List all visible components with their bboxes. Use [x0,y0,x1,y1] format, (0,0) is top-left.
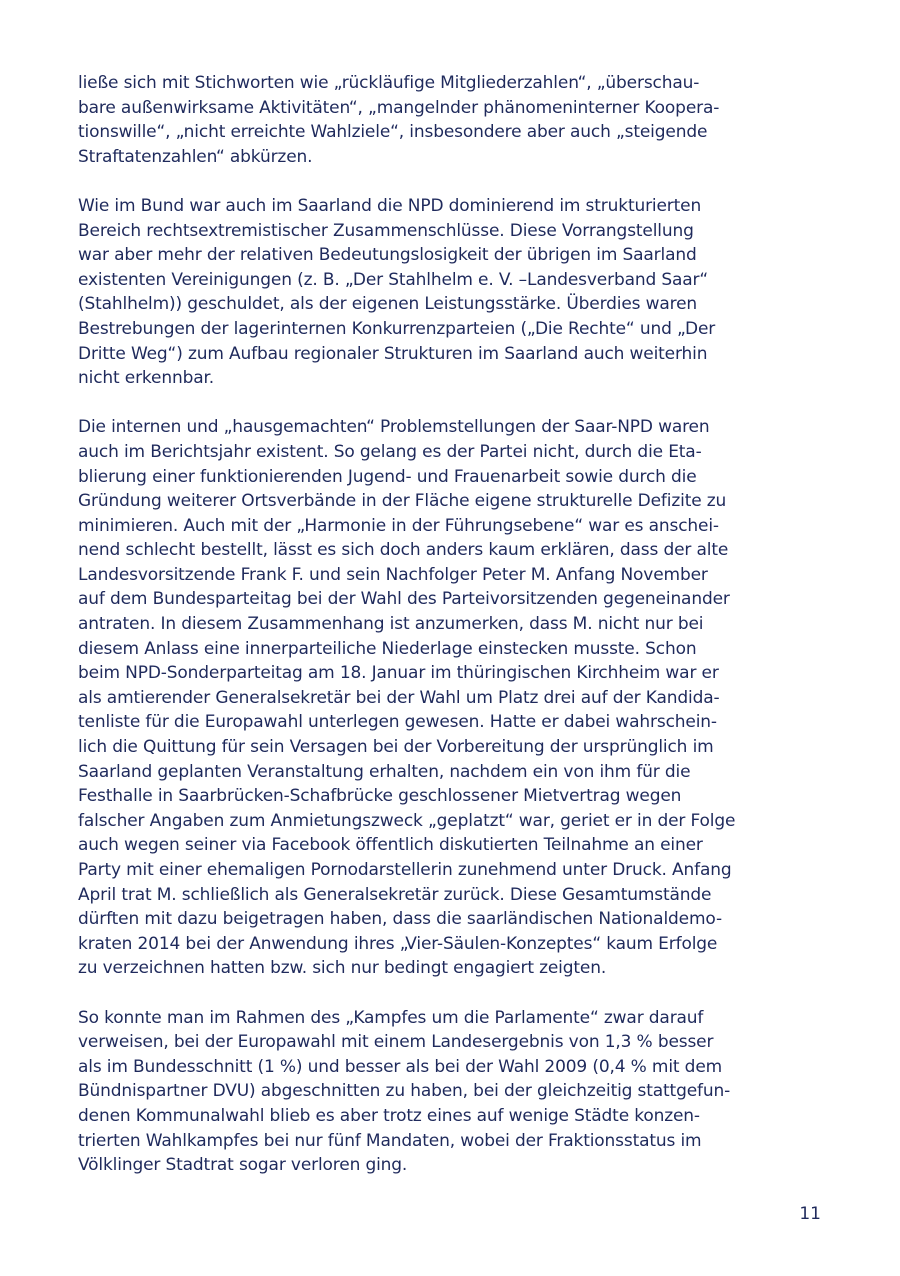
text-line: falscher Angaben zum Anmietungszweck „geplatzt“ war, geriet er in der Folge [78,810,736,831]
paragraph-4 [78,1006,838,1178]
text-line: dürften mit dazu beigetragen haben, dass die saarländischen Nationaldemo- [78,909,722,930]
text-line: auch im Berichtsjahr existent. So gelang es der Partei nicht, durch die Eta- [78,441,702,462]
text-line: trierten Wahlkampfes bei nur fünf Mandaten, wobei der Fraktionsstatus im [78,1130,702,1151]
text-line: auch wegen seiner via Facebook öffentlich diskutierten Teilnahme an einer [78,835,703,856]
page-number: 11 [799,1204,821,1224]
text-line: Völklinger Stadtrat sogar verloren ging. [78,1155,408,1176]
text-line: Landesvorsitzende Frank F. und sein Nachfolger Peter M. Anfang November [78,564,708,585]
text-line: Gründung weiterer Ortsverbände in der Fläche eigene strukturelle Defizite zu [78,491,727,512]
text-line: ließe sich mit Stichworten wie „rückläufige Mitgliederzahlen“, „überschau- [78,73,700,93]
page-body [78,71,838,1202]
text-line: Saarland geplanten Veranstaltung erhalten, nachdem ein von ihm für die [78,761,691,782]
text-line: beim NPD-Sonderparteitag am 18. Januar im thüringischen Kirchheim war er [78,663,719,684]
text-line: Bereich rechtsextremistischer Zusammenschlüsse. Diese Vorrangstellung [78,220,694,241]
text-line: diesem Anlass eine innerparteiliche Niederlage einstecken musste. Schon [78,638,697,659]
text-line: Party mit einer ehemaligen Pornodarstellerin zunehmend unter Druck. Anfang [78,860,732,880]
text-line: kraten 2014 bei der Anwendung ihres „Vier-Säulen-Konzeptes“ kaum Erfolge [78,933,718,954]
text-line: So konnte man im Rahmen des „Kampfes um die Parlamente“ zwar darauf [78,1007,704,1028]
text-line: April trat M. schließlich als Generalsekretär zurück. Diese Gesamtumstände [78,884,712,905]
text-line: Dritte Weg“) zum Aufbau regionaler Strukturen im Saarland auch weiterhin [78,343,708,364]
paragraph-2 [78,194,838,391]
text-line: Wie im Bund war auch im Saarland die NPD dominierend im strukturierten [78,195,702,216]
paragraph-1 [78,71,838,169]
text-line: existenten Vereinigungen (z. B. „Der Stahlhelm e. V. –Landesverband Saar“ [78,269,709,290]
text-line: minimieren. Auch mit der „Harmonie in der Führungsebene“ war es anschei- [78,515,719,536]
text-line: Die internen und „hausgemachten“ Problemstellungen der Saar-NPD waren [78,417,710,438]
text-line: nend schlecht bestellt, lässt es sich doch anders kaum erklären, dass der alte [78,540,729,561]
text-line: Straftatenzahlen“ abkürzen. [78,146,313,167]
text-line: zu verzeichnen hatten bzw. sich nur bedingt engagiert zeigten. [78,958,607,979]
text-line: als im Bundesschnitt (1 %) und besser als bei der Wahl 2009 (0,4 % mit dem [78,1056,723,1077]
text-line: Bestrebungen der lagerinternen Konkurrenzparteien („Die Rechte“ und „Der [78,318,716,339]
text-line: als amtierender Generalsekretär bei der Wahl um Platz drei auf der Kandida- [78,687,720,708]
text-line: Bündnispartner DVU) abgeschnitten zu haben, bei der gleichzeitig stattgefun- [78,1081,731,1102]
text-line: lich die Quittung für sein Versagen bei der Vorbereitung der ursprünglich im [78,737,714,758]
text-line: war aber mehr der relativen Bedeutungslosigkeit der übrigen im Saarland [78,245,697,266]
text-line: nicht erkennbar. [78,368,215,389]
text-line: Festhalle in Saarbrücken-Schafbrücke geschlossener Mietvertrag wegen [78,786,682,807]
text-line: verweisen, bei der Europawahl mit einem Landesergebnis von 1,3 % besser [78,1032,714,1053]
text-line: bare außenwirksame Aktivitäten“, „mangelnder phänomeninterner Koopera- [78,97,720,118]
text-line: tenliste für die Europawahl unterlegen gewesen. Hatte er dabei wahrschein- [78,712,717,733]
text-line: antraten. In diesem Zusammenhang ist anzumerken, dass M. nicht nur bei [78,614,704,635]
paragraph-3 [78,415,838,981]
text-line: denen Kommunalwahl blieb es aber trotz eines auf wenige Städte konzen- [78,1105,700,1126]
text-line: tionswille“, „nicht erreichte Wahlziele“, insbesondere aber auch „steigende [78,122,708,143]
text-line: auf dem Bundesparteitag bei der Wahl des Parteivorsitzenden gegeneinander [78,589,730,610]
text-line: (Stahlhelm)) geschuldet, als der eigenen Leistungsstärke. Überdies waren [78,294,698,315]
text-line: blierung einer funktionierenden Jugend- und Frauenarbeit sowie durch die [78,466,697,487]
